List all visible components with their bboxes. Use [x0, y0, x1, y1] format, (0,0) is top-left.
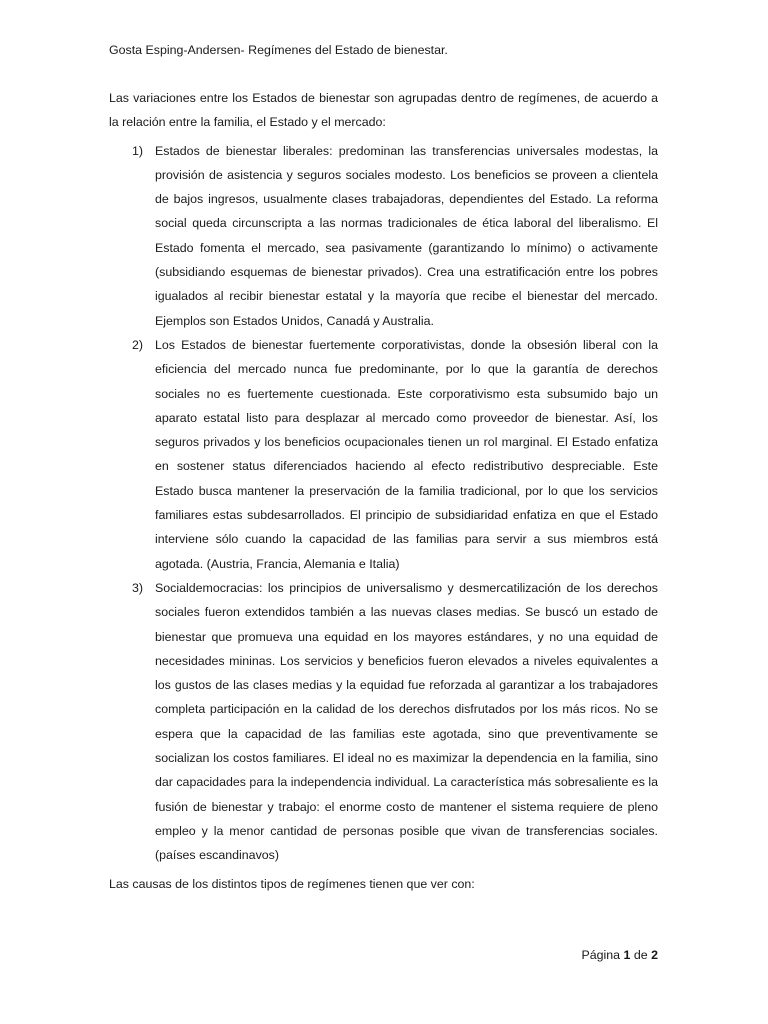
page-number: 1 — [623, 948, 631, 962]
list-item-text: Estados de bienestar liberales: predominan las transferencias universales modestas, la provisión de asistencia y seguros sociales modesto. Los beneficios se proveen a clientela de bajos ingresos, usualmente clases trabajadoras, dependientes del Estado. La reforma social queda circunscripta a las normas tradicionales de ética laboral del liberalismo. El Estado fomenta el mercado, sea pasivamente (garantizando lo mínimo) o activamente (subsidiando esquemas de bienestar privados). Crea una estratificación entre los pobres igualados al recibir bienestar estatal y la mayoría que recibe el bienestar del mercado. Ejemplos son Estados Unidos, Canadá y Australia. — [155, 143, 658, 328]
page-total: 2 — [651, 948, 658, 962]
list-item — [109, 139, 658, 333]
document-page — [109, 38, 658, 896]
page-label: Página — [581, 948, 621, 962]
list-item-number: 3) — [132, 580, 144, 595]
list-item-text: Socialdemocracias: los principios de universalismo y desmercatilización de los derechos sociales fueron extendidos también a las nuevas clases medias. Se buscó un estado de bienestar que promueva una equidad en los mayores estándares, y no una equidad de necesidades mininas. Los servicios y beneficios fueron elevados a niveles equivalentes a los gustos de las clases medias y la equidad fue reforzada al garantizar a los trabajadores completa participación en la calidad de los derechos disfrutados por los más ricos. No se espera que la capacidad de las familias este agotada, sino que preventivamente se socializan los costos familiares. El ideal no es maximizar la dependencia en la familia, sino dar capacidades para la independencia individual. La característica más sobresaliente es la fusión de bienestar y trabajo: el enorme costo de mantener el sistema requiere de pleno empleo y la menor cantidad de personas posible que vivan de transferencias sociales. (países escandinavos) — [155, 580, 658, 863]
page-footer — [581, 945, 658, 965]
intro-paragraph: Las variaciones entre los Estados de bienestar son agrupadas dentro de regímenes, de acuerdo a la relación entre la familia, el Estado y el mercado: — [109, 91, 658, 130]
list-item-number: 2) — [132, 337, 144, 352]
regimes-list — [109, 139, 658, 868]
page-of-label: de — [633, 948, 648, 962]
list-item — [109, 576, 658, 868]
list-item — [109, 333, 658, 576]
list-item-text: Los Estados de bienestar fuertemente corporativistas, donde la obsesión liberal con la eficiencia del mercado nunca fue predominante, por lo que la garantía de derechos sociales no es fuertemente cuestionada. Este corporativismo esta subsumido bajo un aparato estatal listo para desplazar al mercado como proveedor de bienestar. Así, los seguros privados y los beneficios ocupacionales tienen un rol marginal. El Estado enfatiza en sostener status diferenciados haciendo al efecto redistributivo despreciable. Este Estado busca mantener la preservación de la familia tradicional, por lo que los servicios familiares estas subdesarrollados. El principio de subsidiaridad enfatiza en que el Estado interviene sólo cuando la capacidad de las familias para servir a sus miembros está agotada. (Austria, Francia, Alemania e Italia) — [155, 337, 658, 571]
list-item-number: 1) — [132, 143, 144, 158]
closing-paragraph: Las causas de los distintos tipos de regímenes tienen que ver con: — [109, 876, 475, 891]
document-title: Gosta Esping-Andersen- Regímenes del Estado de bienestar. — [109, 43, 448, 57]
